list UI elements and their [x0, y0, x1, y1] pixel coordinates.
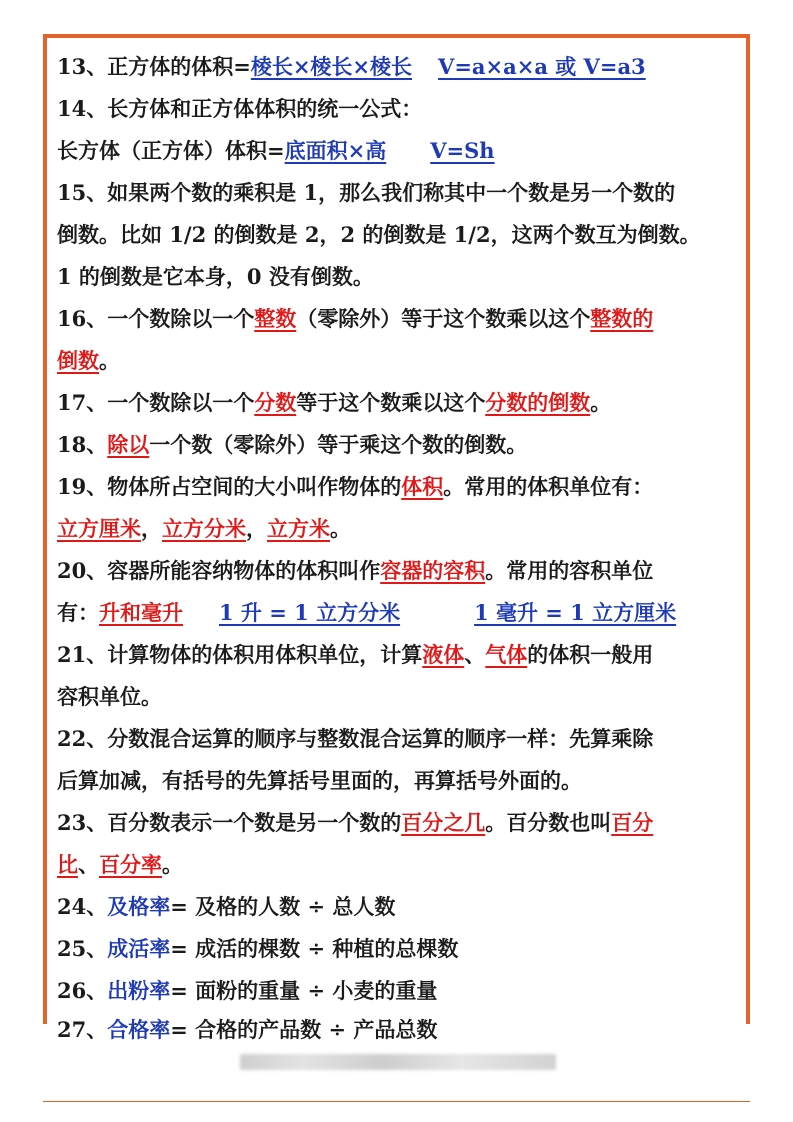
item-16-text: 16、一个数除以一个 [57, 306, 255, 331]
keyword-percent-of: 百分之几 [401, 810, 486, 835]
item-16-keyword-reciprocal-end: 倒数 [57, 348, 99, 373]
keyword-gas: 气体 [485, 642, 528, 667]
item-13-formula-symbols: V=a×a×a 或 V=a3 [438, 54, 646, 79]
item-26-number: 26、 [57, 978, 108, 1003]
item-21-text-2: 的体积一般用 [527, 642, 654, 667]
separator: 、 [78, 852, 99, 877]
item-17 [57, 388, 611, 418]
separator: 、 [464, 642, 486, 667]
item-20-text-3: 有： [57, 600, 99, 625]
item-16-keyword-integer: 整数 [254, 306, 297, 331]
blurred-footer-text [240, 1054, 556, 1070]
item-16-line-2 [57, 346, 120, 376]
item-23-line-1 [57, 808, 653, 838]
item-16-period: 。 [99, 348, 120, 373]
item-20-line-1 [57, 556, 653, 586]
item-13 [57, 52, 646, 82]
item-14-formula [57, 136, 495, 166]
item-13-text: 13、正方体的体积= [57, 54, 251, 79]
item-23-text: 23、百分数表示一个数是另一个数的 [57, 810, 402, 835]
item-19-keyword-volume: 体积 [401, 474, 444, 499]
item-17-keyword-reciprocal: 分数的倒数 [485, 390, 591, 415]
item-17-text-2: 等于这个数乘以这个 [296, 390, 486, 415]
item-26 [57, 976, 437, 1006]
comma: ， [141, 516, 162, 541]
item-15-line-2 [57, 220, 701, 250]
item-17-text: 17、一个数除以一个 [57, 390, 255, 415]
item-24 [57, 892, 395, 922]
item-20-keyword-capacity: 容器的容积 [380, 558, 486, 583]
item-27 [57, 1015, 437, 1045]
item-19-line-2 [57, 514, 351, 544]
keyword-liquid: 液体 [422, 642, 465, 667]
item-15-text-3: 1 的倒数是它本身，0 没有倒数。 [57, 264, 374, 289]
item-18 [57, 430, 527, 460]
item-14 [57, 94, 422, 124]
item-15-line-3 [57, 262, 374, 292]
term-pass-rate: 及格率 [107, 894, 171, 919]
item-14-formula-symbols: V=Sh [430, 138, 495, 163]
item-24-formula: = 及格的人数 ÷ 总人数 [170, 894, 396, 919]
unit-cubic-m: 立方米 [267, 516, 330, 541]
item-14-text: 14、长方体和正方体体积的统一公式： [57, 96, 423, 121]
item-15-text-1: 15、如果两个数的乘积是 1，那么我们称其中一个数是另一个数的 [57, 180, 676, 205]
conversion-liter: 1 升 = 1 立方分米 [219, 600, 401, 625]
footer-divider [43, 1101, 750, 1102]
item-23-text-2: 。百分数也叫 [485, 810, 612, 835]
item-22-line-2 [57, 766, 582, 796]
item-19-text-2: 。常用的体积单位有： [443, 474, 654, 499]
unit-cubic-dm: 立方分米 [162, 516, 246, 541]
item-27-number: 27、 [57, 1017, 108, 1042]
keyword-percentage: 百分 [611, 810, 654, 835]
content-frame [43, 34, 750, 1042]
term-qualified-rate: 合格率 [107, 1017, 171, 1042]
keyword-percent-rate: 百分率 [99, 852, 162, 877]
item-25 [57, 934, 458, 964]
item-17-keyword-fraction: 分数 [254, 390, 297, 415]
conversion-ml: 1 毫升 = 1 立方厘米 [474, 600, 677, 625]
unit-cubic-cm: 立方厘米 [57, 516, 141, 541]
item-17-period: 。 [590, 390, 612, 415]
item-21-line-2 [57, 682, 162, 712]
item-25-number: 25、 [57, 936, 108, 961]
unit-liter-ml: 升和毫升 [99, 600, 183, 625]
item-14-formula-text: 长方体（正方体）体积= [57, 138, 285, 163]
item-24-number: 24、 [57, 894, 108, 919]
keyword-percentage-end: 比 [57, 852, 78, 877]
item-22-line-1 [57, 724, 653, 754]
item-18-number: 18、 [57, 432, 108, 457]
item-22-text-2: 后算加减，有括号的先算括号里面的，再算括号外面的。 [57, 768, 582, 793]
item-15-text-2: 倒数。比如 1/2 的倒数是 2，2 的倒数是 1/2，这两个数互为倒数。 [57, 222, 701, 247]
item-15-line-1 [57, 178, 675, 208]
item-25-formula: = 成活的棵数 ÷ 种植的总棵数 [170, 936, 459, 961]
item-20-text-2: 。常用的容积单位 [485, 558, 654, 583]
item-21-line-1 [57, 640, 653, 670]
period: 。 [162, 852, 183, 877]
item-19-line-1 [57, 472, 653, 502]
term-flour-rate: 出粉率 [107, 978, 171, 1003]
period: 。 [330, 516, 351, 541]
item-16-text-2: （零除外）等于这个数乘以这个 [296, 306, 591, 331]
item-20-text: 20、容器所能容纳物体的体积叫作 [57, 558, 381, 583]
item-27-formula: = 合格的产品数 ÷ 产品总数 [170, 1017, 438, 1042]
item-20-line-2 [57, 598, 676, 628]
item-16-keyword-reciprocal: 整数的 [590, 306, 654, 331]
comma: ， [246, 516, 267, 541]
item-22-text: 22、分数混合运算的顺序与整数混合运算的顺序一样：先算乘除 [57, 726, 654, 751]
item-16-line-1 [57, 304, 653, 334]
item-18-keyword: 除以 [107, 432, 150, 457]
item-21-text-3: 容积单位。 [57, 684, 162, 709]
item-19-text: 19、物体所占空间的大小叫作物体的 [57, 474, 402, 499]
item-21-text: 21、计算物体的体积用体积单位，计算 [57, 642, 423, 667]
item-14-formula-words: 底面积×高 [284, 138, 387, 163]
item-26-formula: = 面粉的重量 ÷ 小麦的重量 [170, 978, 438, 1003]
item-23-line-2 [57, 850, 183, 880]
item-18-text: 一个数（零除外）等于乘这个数的倒数。 [149, 432, 528, 457]
term-survival-rate: 成活率 [107, 936, 171, 961]
item-13-formula-words: 棱长×棱长×棱长 [250, 54, 413, 79]
